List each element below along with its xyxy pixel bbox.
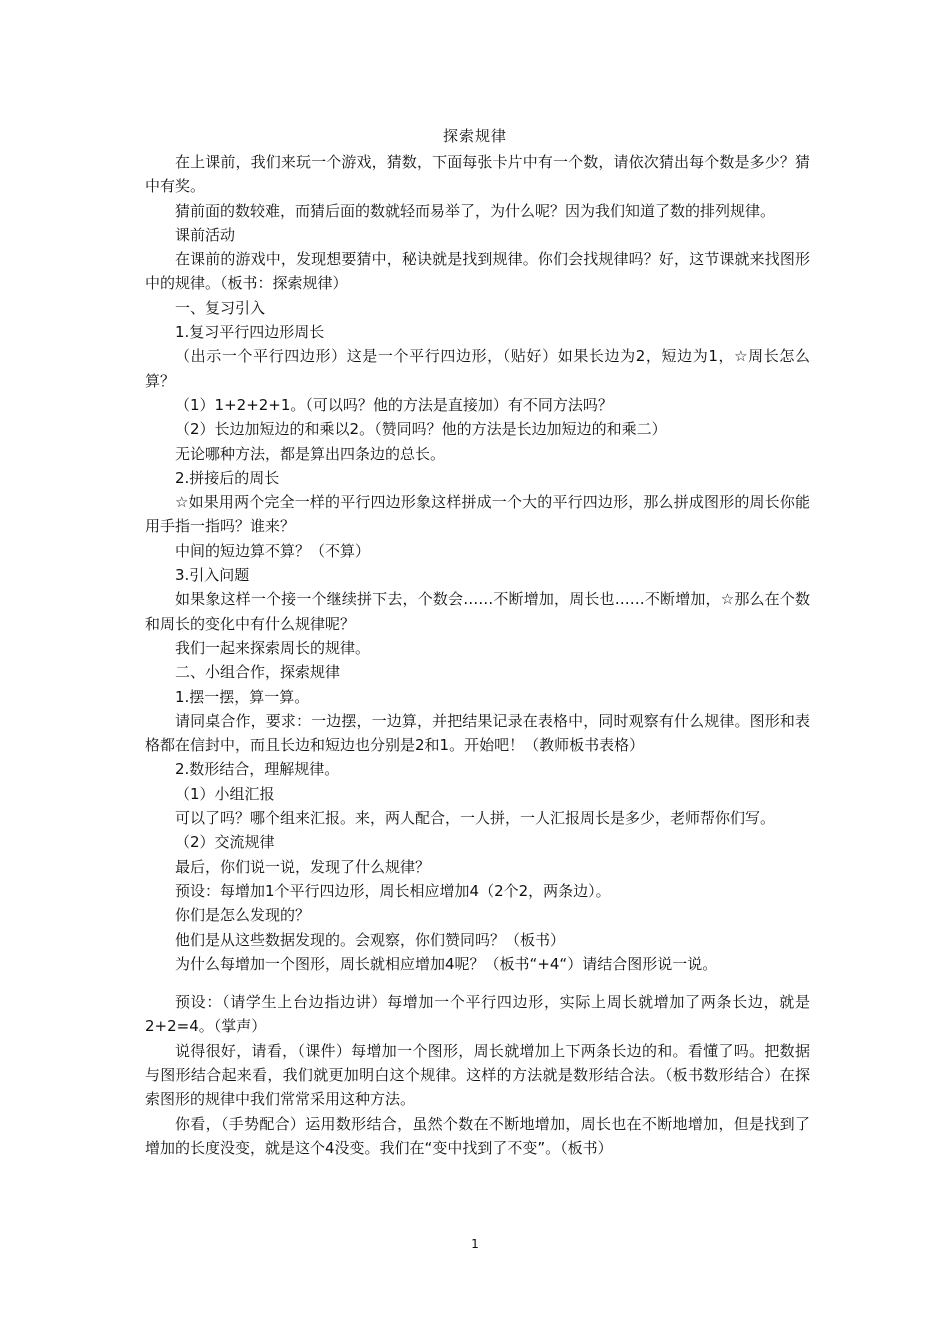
paragraph: 你看，（手势配合）运用数形结合，虽然个数在不断地增加，周长也在不断地增加，但是找到了增加的长度没变，就是这个4没变。我们在“变中找到了不变”。（板书） [145, 1114, 810, 1157]
paragraph: 说得很好，请看，（课件）每增加一个图形，周长就增加上下两条长边的和。看懂了吗。把数据与图形结合起来看，我们就更加明白这个规律。这样的方法就是数形结合法。（板书数形结合）在探索图形的规律中我们常常采用这种方法。 [145, 1041, 810, 1109]
paragraph: 在上课前，我们来玩一个游戏，猜数，下面每张卡片中有一个数，请依次猜出每个数是多少？猜中有奖。 [145, 153, 810, 196]
paragraph: （2）长边加短边的和乘以2。（赞同吗？他的方法是长边加短边的和乘二） [175, 420, 667, 439]
paragraph: 我们一起来探索周长的规律。 [175, 638, 371, 657]
paragraph: 最后，你们说一说，发现了什么规律？ [175, 857, 431, 876]
page-number: 1 [471, 1237, 479, 1251]
subsection-heading: 2.拼接后的周长 [175, 468, 280, 487]
paragraph: 如果象这样一个接一个继续拼下去，个数会……不断增加，周长也……不断增加，☆那么在个数和周长的变化中有什么规律呢？ [145, 590, 810, 633]
subsection-heading: 1.复习平行四边形周长 [175, 323, 325, 342]
section-heading: 课前活动 [175, 225, 236, 244]
subsection-heading: 2.数形结合，理解规律。 [175, 760, 340, 779]
paragraph: （1）小组汇报 [175, 784, 275, 803]
document-body [145, 150, 810, 1160]
paragraph: 中间的短边算不算？（不算） [175, 541, 371, 560]
paragraph: 在课前的游戏中，发现想要猜中，秘诀就是找到规律。你们会找规律吗？好，这节课就来找图形中的规律。（板书：探索规律） [145, 250, 810, 293]
paragraph: 你们是怎么发现的？ [175, 906, 311, 925]
paragraph: （1）1+2+2+1。（可以吗？他的方法是直接加）有不同方法吗？ [175, 395, 613, 414]
page-title: 探索规律 [442, 127, 507, 145]
subsection-heading: 3.引入问题 [175, 566, 250, 585]
paragraph: ☆如果用两个完全一样的平行四边形象这样拼成一个大的平行四边形，那么拼成图形的周长你能用手指一指吗？谁来？ [145, 493, 810, 536]
paragraph: 预设：（请学生上台边指边讲）每增加一个平行四边形，实际上周长就增加了两条长边，就是2+2=4。（掌声） [145, 993, 810, 1036]
paragraph: 猜前面的数较难，而猜后面的数就轻而易举了，为什么呢？因为我们知道了数的排列规律。 [175, 201, 776, 220]
paragraph: 可以了吗？哪个组来汇报。来，两人配合，一人拼，一人汇报周长是多少，老师帮你们写。 [175, 809, 776, 828]
section-heading: 一、复习引入 [175, 298, 266, 317]
paragraph: 为什么每增加一个图形，周长就相应增加4呢？（板书“+4“）请结合图形说一说。 [175, 954, 718, 973]
subsection-heading: 1.摆一摆，算一算。 [175, 687, 310, 706]
section-heading: 二、小组合作，探索规律 [175, 663, 341, 682]
paragraph: （2）交流规律 [175, 833, 275, 852]
paragraph: 预设：每增加1个平行四边形，周长相应增加4（2个2，两条边）。 [175, 881, 611, 900]
paragraph: 无论哪种方法，都是算出四条边的总长。 [175, 444, 446, 463]
paragraph: 他们是从这些数据发现的。会观察，你们赞同吗？（板书） [175, 930, 566, 949]
paragraph: （出示一个平行四边形）这是一个平行四边形，（贴好）如果长边为2，短边为1，☆周长怎么算？ [145, 347, 810, 390]
paragraph: 请同桌合作，要求：一边摆，一边算，并把结果记录在表格中，同时观察有什么规律。图形和表格都在信封中，而且长边和短边也分别是2和1。开始吧！（教师板书表格） [145, 711, 810, 755]
